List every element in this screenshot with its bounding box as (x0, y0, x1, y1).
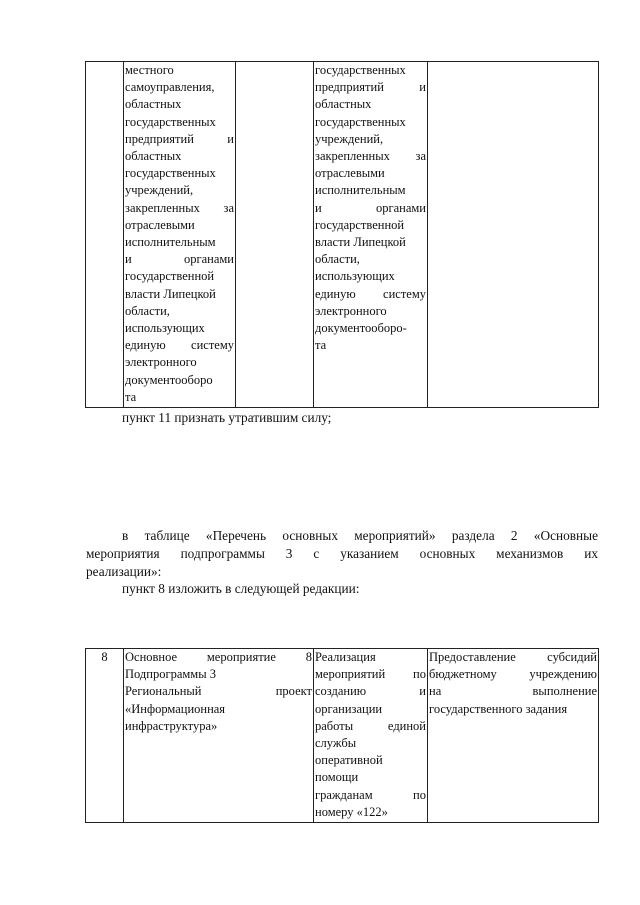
cell-text-line: закрепленных за (125, 200, 234, 215)
cell-text-line: областных (125, 149, 182, 164)
table-cell-empty (428, 62, 599, 408)
cell-text-line: Подпрограммы 3 (125, 667, 216, 682)
cell-text-line: государственных (125, 114, 216, 129)
cell-text-line: власти Липецкой (125, 286, 216, 301)
cell-text-line: государственных (125, 166, 216, 181)
table-cell-empty (236, 62, 314, 408)
table-cell-description (124, 62, 236, 408)
cell-text-line: единую систему (315, 286, 426, 301)
paragraph-line: реализации»: (86, 564, 162, 579)
cell-text-line: номеру «122» (315, 804, 388, 819)
paragraph-item-11: пункт 11 признать утратившим силу; (122, 410, 332, 425)
cell-text-line: единую систему (125, 338, 234, 353)
cell-text-line: закрепленных за (315, 149, 426, 164)
cell-text-line: областных (125, 97, 182, 112)
cell-text-line: государственных (315, 63, 406, 77)
cell-text-line: службы (315, 736, 357, 751)
table-cell-number: 8 (86, 649, 124, 823)
table-cell-measure-name (124, 649, 314, 823)
cell-text-line: власти Липецкой (315, 235, 406, 250)
cell-text-line: электронного (125, 355, 197, 370)
cell-text-line: области, (125, 303, 170, 318)
cell-text-line: учреждений, (125, 183, 194, 198)
cell-text-line: местного (125, 63, 174, 77)
cell-text-line: использующих (125, 321, 205, 336)
paragraph-table-reference (86, 527, 598, 581)
cell-text-line: учреждений, (315, 131, 384, 146)
cell-text-line: и органами (125, 252, 234, 267)
table-cell-number (86, 62, 124, 408)
table-cell-implementation (314, 649, 428, 823)
cell-text-line: та (125, 389, 137, 404)
table-row (86, 649, 599, 823)
cell-text-line: на выполнение (429, 684, 597, 699)
cell-text-line: и органами (315, 200, 426, 215)
measures-table-item-8 (85, 648, 599, 823)
cell-text-line: отраслевыми (315, 166, 385, 181)
cell-text-line: та (315, 338, 327, 353)
cell-text-line: предприятий и (125, 131, 234, 146)
cell-text-line: государственной (315, 217, 405, 232)
cell-text-line: Предоставление субсидий (429, 650, 597, 664)
cell-text-line: инфраструктура» (125, 718, 218, 733)
paragraph-line: в таблице «Перечень основных мероприятий» раздела 2 «Основные (122, 528, 598, 543)
paragraph-item-8: пункт 8 изложить в следующей редакции: (122, 581, 360, 596)
cell-text-line: исполнительным (315, 183, 406, 198)
cell-text-line: созданию и (315, 684, 426, 699)
cell-text-line: самоуправления, (125, 80, 215, 95)
cell-text-line: государственного задания (429, 701, 568, 716)
cell-text-line: Региональный проект (125, 684, 312, 699)
cell-text-line: «Информационная (125, 701, 226, 716)
cell-text-line: области, (315, 252, 360, 267)
cell-text-line: областных (315, 97, 372, 112)
cell-text-line: электронного (315, 303, 387, 318)
table-cell-mechanism (314, 62, 428, 408)
cell-text-line: оперативной (315, 753, 383, 768)
cell-text-line: предприятий и (315, 80, 426, 95)
cell-text-line: документооборо- (315, 321, 407, 336)
cell-text-line: мероприятий по (315, 667, 426, 682)
table-cell-mechanism (428, 649, 599, 823)
measures-table-continuation (85, 61, 599, 408)
cell-text-line: государственных (315, 114, 406, 129)
cell-text-line: исполнительным (125, 235, 216, 250)
cell-text-line: документооборо (125, 372, 213, 387)
cell-text-line: гражданам по (315, 787, 426, 802)
cell-text-line: государственной (125, 269, 215, 284)
cell-text-line: использующих (315, 269, 395, 284)
cell-text-line: Основное мероприятие 8 (125, 650, 312, 664)
cell-text-line: помощи (315, 770, 359, 785)
table-row (86, 62, 599, 408)
cell-text-line: работы единой (315, 718, 426, 733)
paragraph-line: мероприятия подпрограммы 3 с указанием основных механизмов их (86, 546, 598, 561)
cell-text-line: организации (315, 701, 383, 716)
cell-text-line: бюджетному учреждению (429, 667, 597, 682)
cell-text-line: Реализация (315, 650, 376, 664)
cell-text-line: отраслевыми (125, 217, 195, 232)
